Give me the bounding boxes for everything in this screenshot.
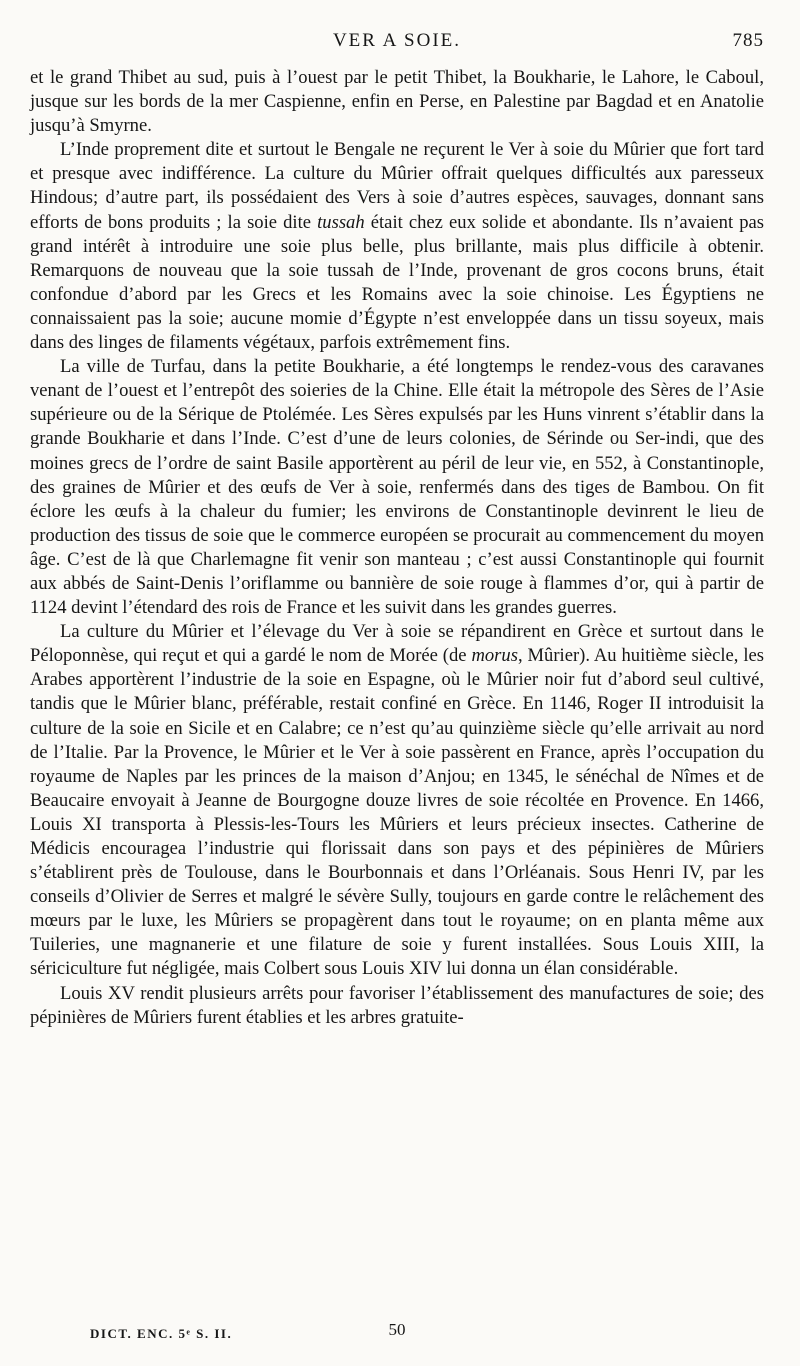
italic-term: tussah: [317, 211, 365, 233]
sheet-number: 50: [388, 1320, 406, 1339]
page-number: 785: [732, 30, 764, 51]
text-run: L’Inde proprement dite et surtout le Bengale ne reçurent le Ver à soie du Mûrier que fort tard et presque avec indifférence. La culture du Mûrier offrait quelques difficultés aux paresseux Hindous; d’autre part, ils possédaient des Vers à soie d’autres espèces, sauvages, donnant sans efforts de bons produits ; la soie dite: [30, 139, 764, 233]
page-header: [30, 30, 764, 60]
italic-term: morus: [471, 645, 518, 667]
body-text: [30, 66, 764, 1030]
paragraph: [30, 982, 764, 1030]
text-run: et le grand Thibet au sud, puis à l’ouest par le petit Thibet, la Boukharie, le Lahore, le Caboul, jusque sur les bords de la mer Caspienne, enfin en Perse, en Palestine par Bagdad et en Anatolie jusqu’à Smyrne.: [30, 67, 764, 137]
text-run: La culture du Mûrier et l’élevage du Ver à soie se répandirent en Grèce et surtout dans le Péloponnèse, qui reçut et qui a gardé le nom de Morée (de: [30, 621, 764, 667]
paragraph: [30, 66, 764, 138]
running-head: VER A SOIE.: [332, 30, 462, 51]
page-footer: [30, 1318, 764, 1348]
text-run: était chez eux solide et abondante. Ils n’avaient pas grand intérêt à introduire une soie plus belle, plus brillante, mais plus difficile à obtenir. Remarquons de nouveau que la soie tussah de l’Inde, provenant de gros cocons bruns, était confondue d’abord par les Grecs et les Romains avec la soie chinoise. Les Égyptiens ne connaissaient pas la soie; aucune momie d’Égypte n’est enveloppée dans un tissu soyeux, mais dans des linges de filaments végétaux, parfois extrêmement fins.: [30, 211, 765, 354]
paragraph: [30, 620, 764, 981]
paragraph: [30, 138, 764, 355]
printer-signature: DICT. ENC. 5ᵉ S. II.: [90, 1326, 233, 1341]
text-run: Louis XV rendit plusieurs arrêts pour favoriser l’établissement des manufactures de soie; des pépinières de Mûriers furent établies et les arbres gratuite-: [30, 982, 764, 1028]
text-run: La ville de Turfau, dans la petite Boukharie, a été longtemps le rendez-vous des caravanes venant de l’ouest et l’entrepôt des soieries de la Chine. Elle était la métropole des Sères de l’Asie supérieure ou de la Sérique de Ptolémée. Les Sères expulsés par les Huns vinrent s’établir dans la grande Boukharie et dans l’Inde. C’est d’une de leurs colonies, de Sérinde ou Ser-indi, que des moines grecs de l’ordre de saint Basile apportèrent au péril de leur vie, en 552, à Constantinople, des graines de Mûrier et des œufs de Ver à soie, renfermés dans des tiges de Bambou. On fit éclore les œufs à la chaleur du fumier; les environs de Constantinople devinrent le lieu de production des tissus de soie que le commerce européen se procurait au commencement du moyen âge. C’est de là que Charlemagne fit venir son manteau ; c’est aussi Constantinople qui fournit aux abbés de Saint-Denis l’oriflamme ou bannière de soie rouge à flammes d’or, qui à partir de 1124 devint l’étendard des rois de France et les suivit dans les grandes guerres.: [30, 356, 764, 619]
text-run: , Mûrier). Au huitième siècle, les Arabes apportèrent l’industrie de la soie en Espagne, où le Mûrier noir fut d’abord seul cultivé, tandis que le Mûrier blanc, préférable, restait confiné en Grèce. En 1146, Roger II introduisit la culture de la soie en Sicile et en Calabre; ce n’est qu’au quinzième siècle qu’elle arrivait au nord de l’Italie. Par la Provence, le Mûrier et le Ver à soie passèrent en France, après l’occupation du royaume de Naples par les princes de la maison d’Anjou; en 1345, le sénéchal de Nîmes et de Beaucaire envoyait à Jeanne de Bourgogne douze livres de soie récoltée en Provence. En 1466, Louis XI transporta à Plessis-les-Tours les Mûriers et leurs précieux insectes. Catherine de Médicis encouragea l’industrie qui florissait dans son pays et des pépinières de Mûriers s’établirent près de Toulouse, dans le Bourbonnais et dans l’Orléanais. Sous Henri IV, par les conseils d’Olivier de Serres et malgré le sévère Sully, toujours en garde contre le relâchement des mœurs par le luxe, les Mûriers se propagèrent dans tout le royaume; on en planta même aux Tuileries, une magnanerie et une filature de soie y furent installées. Sous Louis XIII, la sériciculture fut négligée, mais Colbert sous Louis XIV lui donna un élan considérable.: [30, 645, 764, 980]
paragraph: [30, 355, 764, 620]
